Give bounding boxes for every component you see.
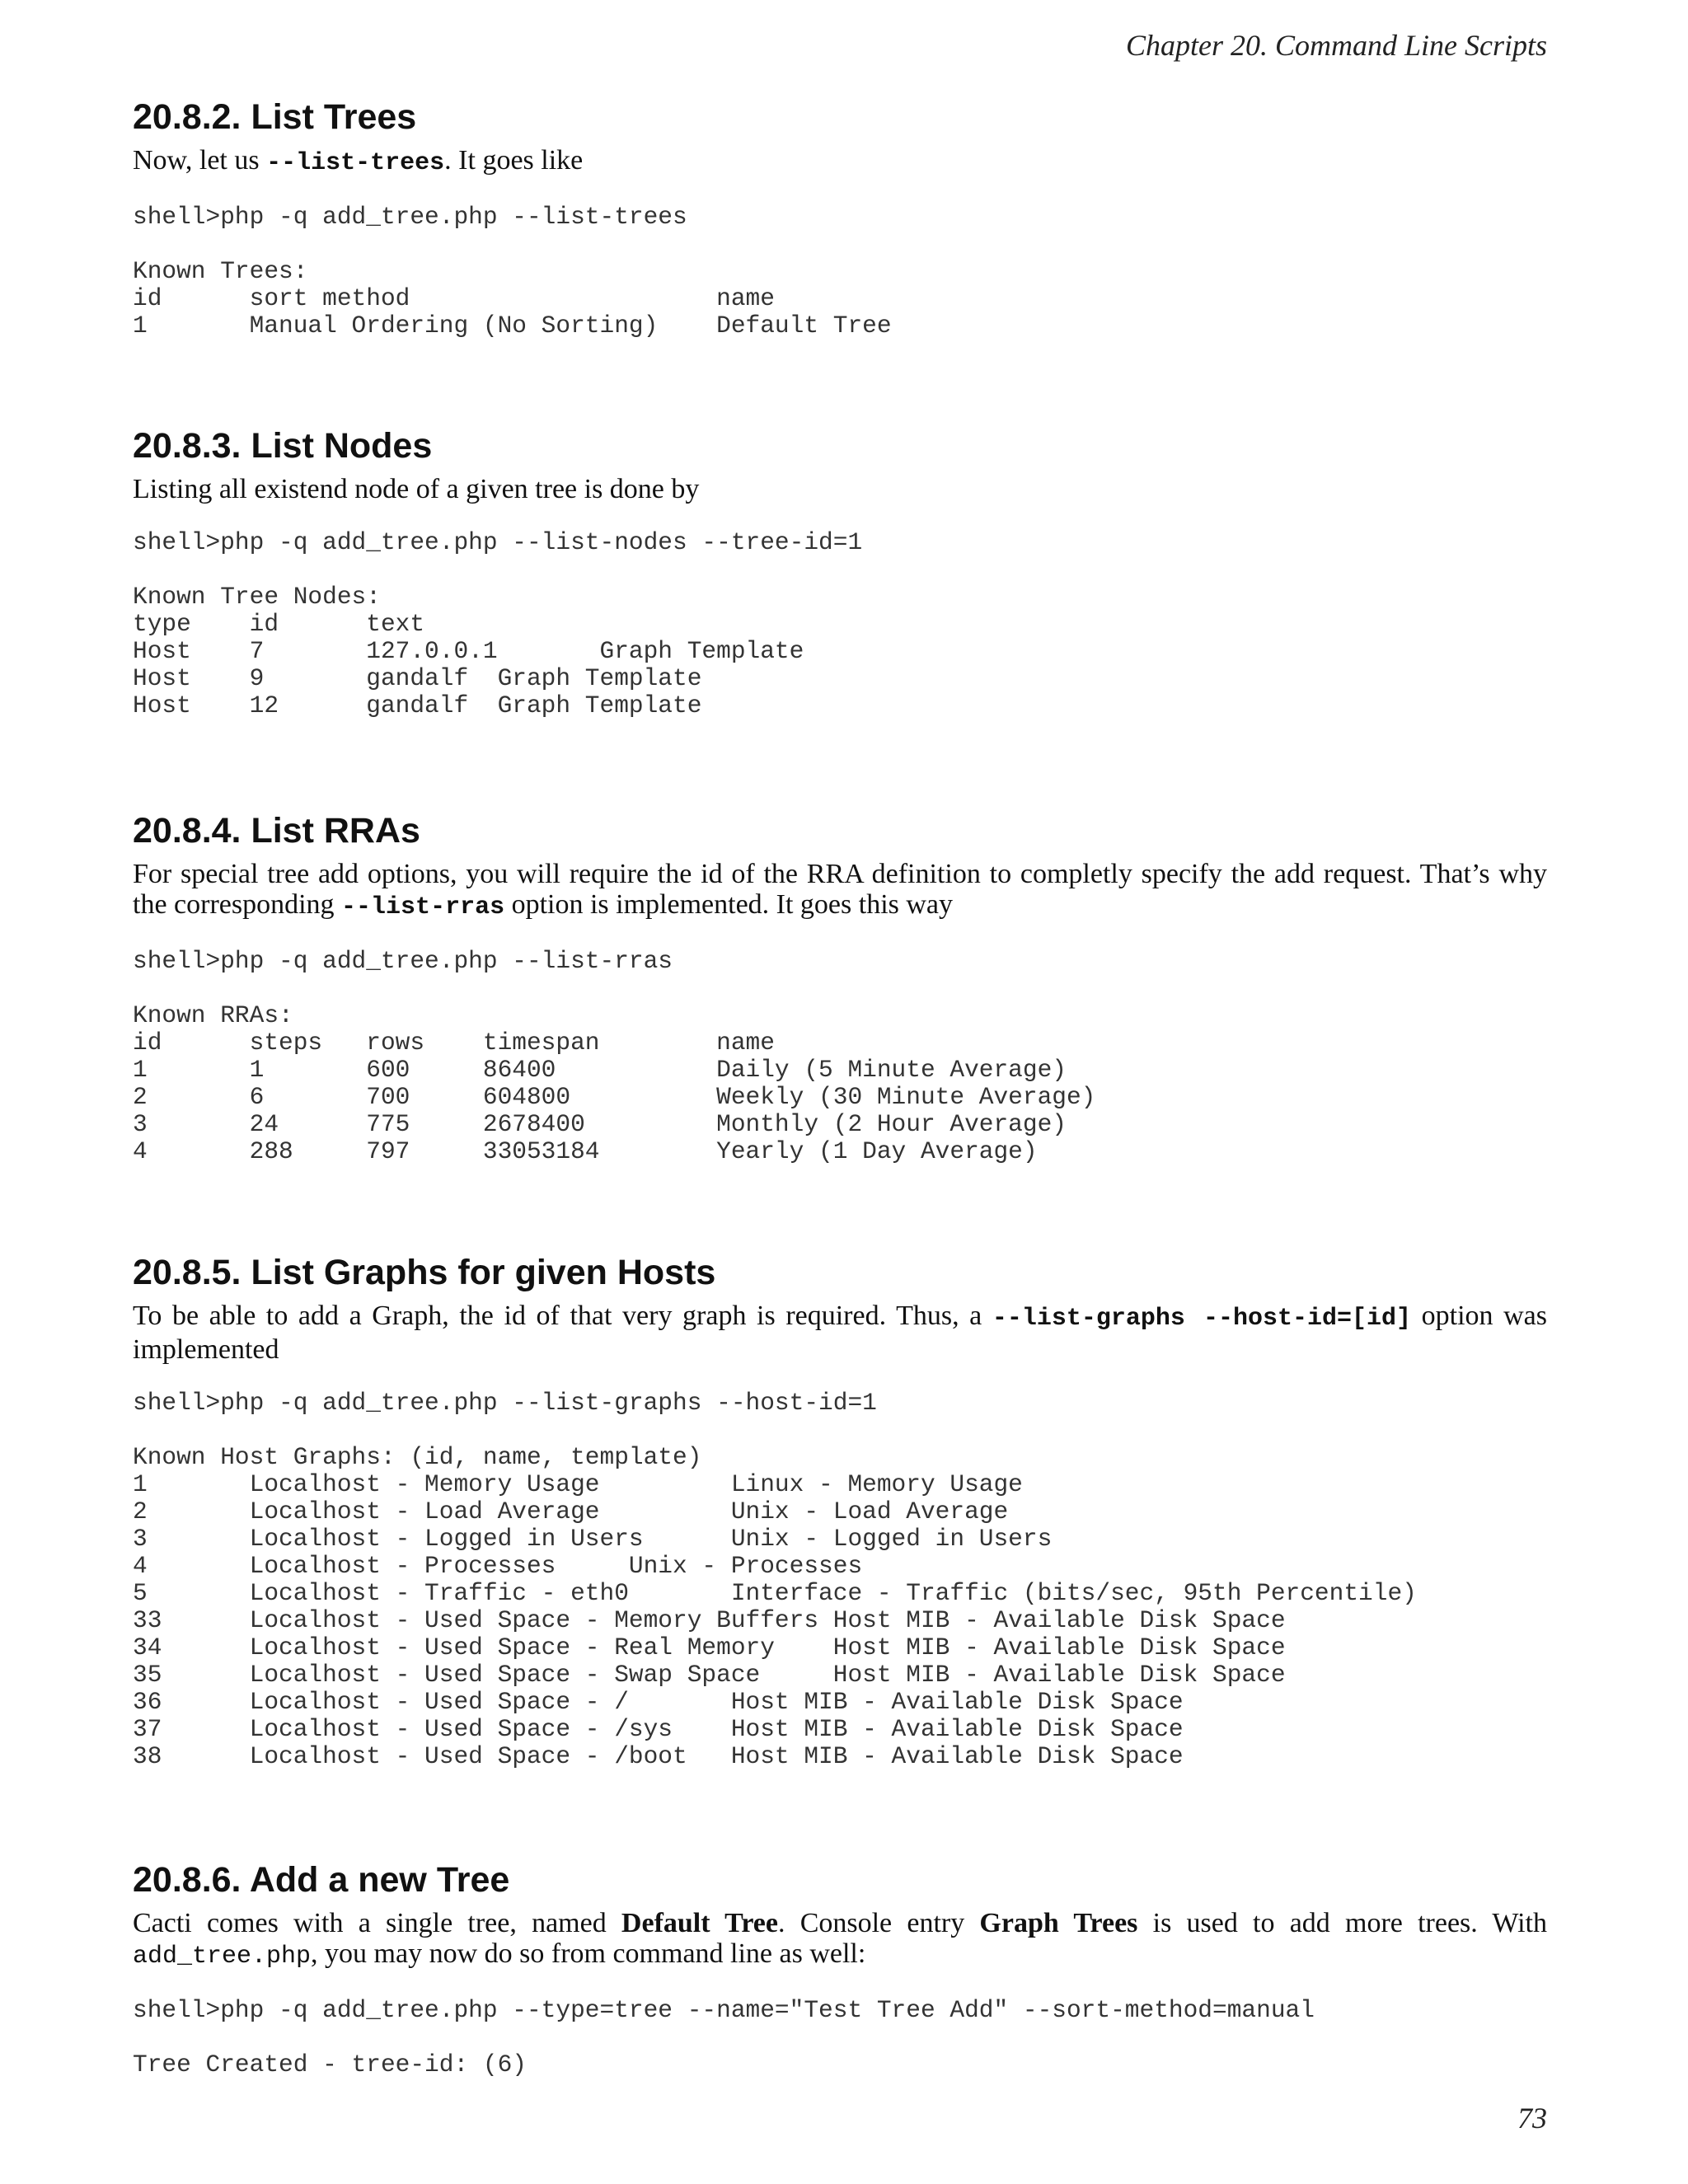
command-line: shell>php -q add_tree.php --list-rras: [133, 947, 673, 975]
paragraph: [133, 859, 1547, 923]
command-line: shell>php -q add_tree.php --list-nodes --tree-id=1: [133, 528, 863, 556]
section-list-nodes: [133, 423, 1547, 719]
paragraph-text: . Console entry: [777, 1908, 980, 1938]
command-output: Known RRAs: id steps rows timespan name 1 1 600 86400 Daily (5 Minute Average) 2 6 700 604800 Weekly (30 Minute Average) 3 24 775 2678400 Monthly (2 Hour Average) 4 288 797 33053184 Yearly (1 Day Average): [133, 1001, 1096, 1165]
inline-filename: add_tree.php: [133, 1943, 312, 1971]
inline-option: --list-rras: [341, 893, 505, 921]
paragraph: [133, 145, 1547, 179]
paragraph-text: . It goes like: [444, 145, 584, 176]
bold-term: Default Tree: [621, 1908, 778, 1938]
paragraph-text: Cacti comes with a single tree, named: [133, 1908, 621, 1938]
paragraph-text: Now, let us: [133, 145, 267, 176]
bold-term: Graph Trees: [979, 1908, 1138, 1938]
section-heading: 20.8.4. List RRAs: [133, 811, 420, 851]
paragraph-text: option was implemented: [133, 1301, 1547, 1365]
paragraph: Listing all existend node of a given tree is done by: [133, 474, 700, 504]
paragraph-text: is used to add more trees. With: [1137, 1908, 1547, 1938]
paragraph-text: , you may now do so from command line as well:: [311, 1938, 866, 1969]
paragraph: [133, 1301, 1547, 1365]
running-header: Chapter 20. Command Line Scripts: [1125, 29, 1547, 62]
inline-option: --list-trees: [266, 149, 445, 177]
paragraph-text: For special tree add options, you will require the id of the RRA definition to completly specify the add request. That’s why the corresponding: [133, 859, 1547, 920]
inline-option: --list-graphs --host-id=[id]: [992, 1305, 1412, 1333]
section-list-graphs: [133, 1249, 1547, 1770]
command-output: Known Host Graphs: (id, name, template) 1 Localhost - Memory Usage Linux - Memory Usage 2 Localhost - Load Average Unix - Load Average 3 Localhost - Logged in Users Unix - Logged in Users 4 Localhost - Processes Unix - Processes 5 Localhost - Traffic - eth0 Interface - Traffic (bits/sec, 95th Percentile) 33 Localhost - Used Space - Memory Buffers Host MIB - Available Disk Space 34 Localhost - Used Space - Real Memory Host MIB - Available Disk Space 35 Localhost - Used Space - Swap Space Host MIB - Available Disk Space 36 Localhost - Used Space - / Host MIB - Available Disk Space 37 Localhost - Used Space - /sys Host MIB - Available Disk Space 38 Localhost - Used Space - /boot Host MIB - Available Disk Space: [133, 1443, 1417, 1770]
command-line: shell>php -q add_tree.php --type=tree --name="Test Tree Add" --sort-method=manual: [133, 1996, 1315, 2024]
section-list-rras: [133, 808, 1547, 1165]
command-output: Known Tree Nodes: type id text Host 7 127.0.0.1 Graph Template Host 9 gandalf Graph Template Host 12 gandalf Graph Template: [133, 583, 804, 719]
section-heading: 20.8.3. List Nodes: [133, 426, 433, 466]
section-list-trees: [133, 94, 1547, 340]
section-add-tree: [133, 1857, 1547, 2079]
page-number: 73: [1517, 2102, 1547, 2135]
section-heading: 20.8.6. Add a new Tree: [133, 1860, 510, 1900]
paragraph-text: option is implemented. It goes this way: [504, 889, 954, 920]
paragraph: [133, 1908, 1547, 1972]
command-output: Tree Created - tree-id: (6): [133, 2050, 527, 2079]
command-line: shell>php -q add_tree.php --list-trees: [133, 203, 687, 231]
command-line: shell>php -q add_tree.php --list-graphs --host-id=1: [133, 1389, 877, 1417]
section-heading: 20.8.5. List Graphs for given Hosts: [133, 1253, 716, 1292]
section-heading: 20.8.2. List Trees: [133, 97, 417, 137]
command-output: Known Trees: id sort method name 1 Manual Ordering (No Sorting) Default Tree: [133, 257, 892, 340]
paragraph-text: To be able to add a Graph, the id of that very graph is required. Thus, a: [133, 1301, 992, 1331]
